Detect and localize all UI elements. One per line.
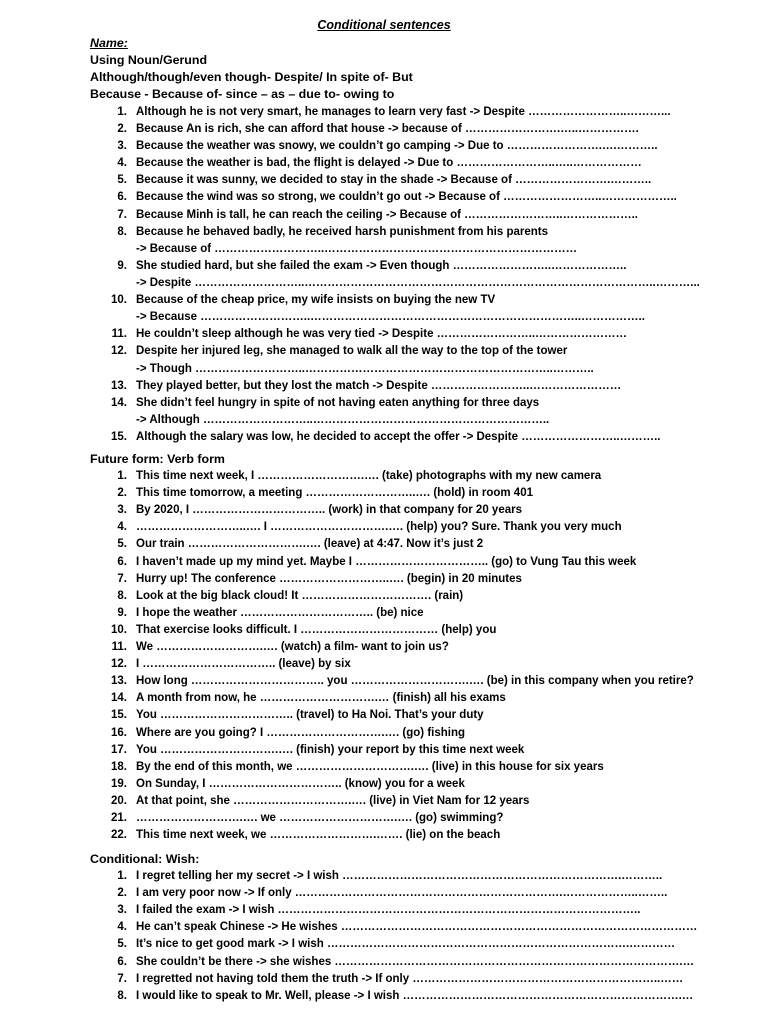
- exercise-text: Because it was sunny, we decided to stay in the shade -> Because of …………………….………..: [136, 174, 652, 186]
- exercise-text: She studied hard, but she failed the exam -> Even though ……………………..………………..: [136, 260, 627, 272]
- exercise-text: -> Because of ………………………..…………………………………………………………: [136, 243, 578, 255]
- heading-noun-gerund: Using Noun/Gerund: [90, 53, 208, 67]
- exercise-number: 5.: [117, 174, 127, 186]
- exercise-item: [90, 138, 750, 155]
- exercise-number: 17.: [111, 744, 127, 756]
- exercise-text: At that point, she ………………………….…. (live) in Viet Nam for 12 years: [136, 795, 530, 807]
- exercise-text: It’s nice to get good mark -> I wish …………………………………………………………………….…………: [136, 938, 676, 950]
- exercise-item: [90, 776, 750, 793]
- exercise-text: This time next week, we ……………………….……. (lie) on the beach: [136, 829, 501, 841]
- exercise-number: 6.: [117, 956, 127, 968]
- exercise-number: 11.: [111, 328, 127, 340]
- exercise-text: I regretted not having told them the truth -> If only ………………………………………………………..……: [136, 973, 684, 985]
- name-label: Name:: [90, 36, 128, 50]
- exercise-item: [90, 155, 750, 172]
- exercise-item: [90, 189, 750, 206]
- exercise-number: 2.: [117, 123, 127, 135]
- exercise-item: [90, 258, 750, 275]
- exercise-text: ………………………..…. I ………………………….…. (help) you? Sure. Thank you very much: [136, 521, 622, 533]
- exercise-item: [90, 326, 750, 343]
- exercise-number: 16.: [111, 727, 127, 739]
- exercise-text: You …………………………….. (travel) to Ha Noi. That’s your duty: [136, 709, 484, 721]
- exercise-number: 5.: [117, 938, 127, 950]
- exercise-continuation-line: [90, 412, 750, 429]
- exercise-text: A month from now, he ………………………….… (finish) all his exams: [136, 692, 506, 704]
- exercise-number: 1.: [117, 470, 127, 482]
- exercise-number: 12.: [111, 345, 127, 357]
- exercise-text: He couldn’t sleep although he was very tied -> Despite ……………………..……………………: [136, 328, 628, 340]
- exercise-number: 12.: [111, 658, 127, 670]
- exercise-number: 1.: [117, 106, 127, 118]
- exercise-item: [90, 395, 750, 412]
- exercise-number: 2.: [117, 887, 127, 899]
- exercise-text: I …………………………….. (leave) by six: [136, 658, 351, 670]
- exercise-item: [90, 571, 750, 588]
- exercise-item: [90, 759, 750, 776]
- exercise-text: Despite her injured leg, she managed to walk all the way to the top of the tower: [136, 345, 568, 357]
- exercise-text: I would like to speak to Mr. Well, please -> I wish ……………………………………………………………….…: [136, 990, 694, 1002]
- exercise-number: 3.: [117, 904, 127, 916]
- exercise-item: [90, 690, 750, 707]
- exercise-text: -> Though ………………………..………………………………………………………..………..: [136, 363, 594, 375]
- exercise-item: [90, 502, 750, 519]
- exercise-number: 9.: [117, 260, 127, 272]
- exercise-number: 10.: [111, 624, 127, 636]
- exercise-item: [90, 919, 750, 936]
- exercise-text: Look at the big black cloud! It ……………………………. (rain): [136, 590, 464, 602]
- exercise-number: 8.: [117, 226, 127, 238]
- exercise-text: -> Despite ………………………..………………………………………………………………………………..………...: [136, 277, 700, 289]
- exercise-number: 6.: [117, 191, 127, 203]
- exercise-text: Because the weather is bad, the flight is delayed -> Due to ……………………..…..………………: [136, 157, 642, 169]
- exercise-text: Because of the cheap price, my wife insists on buying the new TV: [136, 294, 496, 306]
- exercise-number: 11.: [111, 641, 127, 653]
- exercise-number: 14.: [111, 692, 127, 704]
- heading-because: Because - Because of- since – as – due to- owing to: [90, 87, 395, 101]
- exercise-item: [90, 639, 750, 656]
- exercise-text: Because Minh is tall, he can reach the ceiling -> Because of ……………………..………………..: [136, 209, 638, 221]
- exercise-text: He can’t speak Chinese -> He wishes …………………………………………………………………………………: [136, 921, 698, 933]
- exercise-item: [90, 673, 750, 690]
- exercise-item: [90, 468, 750, 485]
- exercise-number: 21.: [111, 812, 127, 824]
- exercise-text: -> Because ………………………..……………………………………………………………..……………..: [136, 311, 645, 323]
- exercise-number: 7.: [117, 209, 127, 221]
- exercise-item: [90, 343, 750, 360]
- exercise-item: [90, 868, 750, 885]
- exercise-item: [90, 988, 750, 1005]
- heading-although: Although/though/even though- Despite/ In spite of- But: [90, 70, 413, 84]
- exercise-item: [90, 536, 750, 553]
- exercise-text: Although the salary was low, he decided to accept the offer -> Despite ……………………..………..: [136, 431, 661, 443]
- exercise-text: By the end of this month, we ………………………….…. (live) in this house for six years: [136, 761, 604, 773]
- heading-future-form: Future form: Verb form: [90, 452, 225, 466]
- exercise-item: [90, 121, 750, 138]
- exercise-number: 3.: [117, 140, 127, 152]
- exercise-item: [90, 519, 750, 536]
- exercise-item: [90, 810, 750, 827]
- exercise-text: Because An is rich, she can afford that house -> because of …………………….…..…………….: [136, 123, 639, 135]
- exercise-text: I hope the weather …………………………….. (be) nice: [136, 607, 424, 619]
- exercise-item: [90, 656, 750, 673]
- exercise-text: Hurry up! The conference ………………………..…. (begin) in 20 minutes: [136, 573, 522, 585]
- exercise-item: [90, 622, 750, 639]
- exercise-text: Because he behaved badly, he received harsh punishment from his parents: [136, 226, 549, 238]
- exercise-text: I regret telling her my secret -> I wish ……………………………………………………………….………..: [136, 870, 663, 882]
- exercise-continuation-line: [90, 361, 750, 378]
- exercise-text: This time tomorrow, a meeting ………………………..…. (hold) in room 401: [136, 487, 533, 499]
- exercise-item: [90, 378, 750, 395]
- exercise-item: [90, 429, 750, 446]
- exercise-number: 2.: [117, 487, 127, 499]
- exercise-text: She didn’t feel hungry in spite of not having eaten anything for three days: [136, 397, 540, 409]
- exercise-item: [90, 554, 750, 571]
- exercise-item: [90, 207, 750, 224]
- page-title: Conditional sentences: [317, 18, 451, 32]
- exercise-text: -> Although ………………………..……………………………………………………..: [136, 414, 550, 426]
- exercise-item: [90, 172, 750, 189]
- exercise-item: [90, 725, 750, 742]
- exercise-text: That exercise looks difficult. I ……………………………… (help) you: [136, 624, 497, 636]
- exercise-item: [90, 793, 750, 810]
- exercise-item: [90, 224, 750, 241]
- exercise-number: 4.: [117, 157, 127, 169]
- exercise-text: Although he is not very smart, he manages to learn very fast -> Despite ……………………..………...: [136, 106, 671, 118]
- exercise-text: You ………………………….…. (finish) your report by this time next week: [136, 744, 525, 756]
- exercise-number: 4.: [117, 921, 127, 933]
- exercise-number: 18.: [111, 761, 127, 773]
- exercise-item: [90, 104, 750, 121]
- exercise-text: I failed the exam -> I wish …………………………………………………………………………………..: [136, 904, 641, 916]
- exercise-item: [90, 936, 750, 953]
- exercise-number: 8.: [117, 990, 127, 1002]
- exercise-number: 10.: [111, 294, 127, 306]
- exercise-continuation-line: [90, 241, 750, 258]
- exercise-item: [90, 485, 750, 502]
- exercise-number: 15.: [111, 431, 127, 443]
- exercise-text: I haven’t made up my mind yet. Maybe I …………………………….. (go) to Vung Tau this week: [136, 556, 637, 568]
- exercise-number: 7.: [117, 973, 127, 985]
- exercise-item: [90, 292, 750, 309]
- exercise-continuation-line: [90, 275, 750, 292]
- exercise-number: 4.: [117, 521, 127, 533]
- exercise-continuation-line: [90, 309, 750, 326]
- exercise-item: [90, 588, 750, 605]
- exercise-item: [90, 954, 750, 971]
- exercise-number: 7.: [117, 573, 127, 585]
- exercise-number: 13.: [111, 675, 127, 687]
- exercise-text: They played better, but they lost the match -> Despite ……………………..……………………: [136, 380, 622, 392]
- heading-wish: Conditional: Wish:: [90, 852, 200, 866]
- exercise-text: Where are you going? I ………………………….…. (go) fishing: [136, 727, 466, 739]
- exercise-item: [90, 885, 750, 902]
- exercise-text: How long …………………………….. you ………………………….…. (be) in this company when you retire?: [136, 675, 694, 687]
- exercise-item: [90, 827, 750, 844]
- exercise-item: [90, 971, 750, 988]
- exercise-number: 22.: [111, 829, 127, 841]
- exercise-text: By 2020, I …………………………….. (work) in that company for 20 years: [136, 504, 522, 516]
- exercise-item: [90, 707, 750, 724]
- exercise-number: 8.: [117, 590, 127, 602]
- exercise-text: Because the weather was snowy, we couldn’t go camping -> Due to …………………….….………..: [136, 140, 658, 152]
- exercise-text: Because the wind was so strong, we couldn’t go out -> Because of ……………………..………………..: [136, 191, 677, 203]
- exercise-number: 15.: [111, 709, 127, 721]
- exercise-number: 5.: [117, 538, 127, 550]
- exercise-text: Our train ………………………….…. (leave) at 4:47. Now it’s just 2: [136, 538, 484, 550]
- exercise-number: 13.: [111, 380, 127, 392]
- exercise-text: ……………………….…. we ………………………….…. (go) swimming?: [136, 812, 504, 824]
- exercise-number: 9.: [117, 607, 127, 619]
- exercise-text: I am very poor now -> If only …………………………………………………………….………………..……..: [136, 887, 668, 899]
- exercise-number: 6.: [117, 556, 127, 568]
- exercise-item: [90, 742, 750, 759]
- exercise-item: [90, 605, 750, 622]
- exercise-number: 20.: [111, 795, 127, 807]
- exercise-text: On Sunday, I …………………………….. (know) you for a week: [136, 778, 465, 790]
- exercise-number: 19.: [111, 778, 127, 790]
- exercise-item: [90, 902, 750, 919]
- exercise-text: This time next week, I ……………………….…. (take) photographs with my new camera: [136, 470, 602, 482]
- exercise-text: She couldn’t be there -> she wishes ……………………………………………………………………………….…: [136, 956, 695, 968]
- exercise-text: We ……………………….…. (watch) a film- want to join us?: [136, 641, 449, 653]
- exercise-number: 14.: [111, 397, 127, 409]
- exercise-number: 3.: [117, 504, 127, 516]
- exercise-number: 1.: [117, 870, 127, 882]
